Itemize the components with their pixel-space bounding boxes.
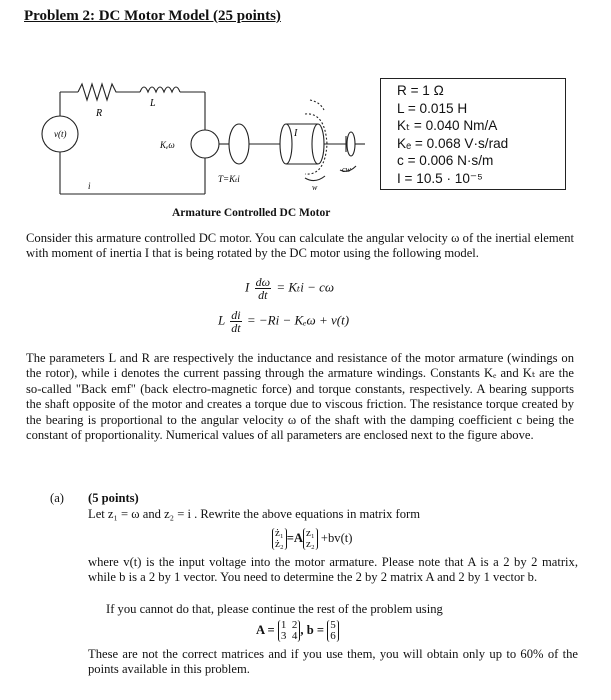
bv-term: +bv(t): [320, 530, 353, 545]
eq2-denominator: dt: [231, 321, 241, 335]
current-label: i: [88, 181, 91, 191]
param-l: L = 0.015 H: [397, 100, 468, 116]
part-a-label: (a): [50, 491, 64, 505]
eq2-right: = −Ri − Kₑω + v(t): [246, 312, 350, 328]
back-emf-label: Kₑω: [160, 140, 175, 150]
inductor-symbol: [140, 87, 180, 92]
z2: z₂: [306, 538, 315, 550]
motor-rotor: [229, 124, 249, 164]
a11: 1: [280, 619, 287, 631]
part-a-points: (5 points): [88, 491, 139, 505]
param-c: c = 0.006 N·s/m: [397, 153, 494, 169]
eq1-right: = Kₜi − cω: [276, 279, 335, 295]
torque-label: T=Kₜi: [218, 174, 240, 184]
source-label: v(t): [54, 129, 67, 139]
where-paragraph: where v(t) is the input voltage into the motor armature. Please note that A is a 2 by 2 matrix, while b is a 2 by 1 vector. You need to determine the 2 by 2 matrix A and 2 by 1 vector b.: [88, 555, 578, 585]
matrix-equation: [272, 528, 352, 550]
figure-caption: Armature Controlled DC Motor: [172, 207, 331, 219]
eq1-numerator: dω: [255, 275, 271, 289]
fallback-matrices: [256, 620, 339, 642]
equation-2: [218, 309, 349, 334]
part-a-instruction: Let z₁ = ω and z₂ = i . Rewrite the above equations in matrix form: [88, 507, 421, 521]
parameter-box: [380, 78, 566, 190]
equation-1: [245, 276, 334, 301]
resistor-symbol: [78, 84, 140, 100]
intro-paragraph: Consider this armature controlled DC motor. You can calculate the angular velocity ω of the inertial element with moment of inertia I that is being rotated by the DC motor using the following model.: [26, 231, 574, 261]
b1: 5: [330, 619, 336, 631]
b-label: b =: [306, 622, 325, 637]
eq1-left: I: [245, 279, 250, 295]
dc-motor-diagram: [20, 74, 380, 206]
equals-a: =A: [286, 530, 303, 545]
param-kt: Kₜ = 0.040 Nm/A: [397, 118, 498, 134]
resistor-label: R: [96, 108, 103, 119]
eq2-numerator: di: [231, 308, 241, 322]
z2-dot: ż₂: [275, 538, 284, 550]
z1-dot: ż₁: [275, 527, 284, 539]
inertia-label: I: [294, 128, 298, 139]
a21: 3: [280, 630, 287, 642]
omega-label: w: [312, 183, 318, 192]
a-label: A =: [256, 622, 275, 637]
b2: 6: [330, 630, 336, 642]
a22: 4: [291, 630, 298, 642]
param-ke: Kₑ = 0.068 V·s/rad: [397, 135, 509, 151]
eq2-left: L: [218, 312, 225, 328]
damper-bearing: [347, 132, 355, 156]
description-paragraph: The parameters L and R are respectively the inductance and resistance of the motor armature (windings on the rotor), while i denotes the current passing through the armature windings. Constants Kₑ and Kₜ are the so-called "Back emf" (back electro-magnetic force) and torque constants, respectively. A bearing supports the shaft opposite of the motor and creates a torque due to viscous friction. The resistance torque created by the bearing is proportional to the angular velocity ω of the shaft with the damping coefficient c being the constant of proportionality. Numerical values of all parameters are enclosed next to the figure above.: [26, 351, 574, 443]
z1: z₁: [306, 527, 315, 539]
param-r: R = 1 Ω: [397, 83, 444, 98]
back-emf-symbol: [191, 130, 219, 158]
param-i: I = 10.5 · 10⁻⁵: [397, 170, 483, 186]
matrix-separator: ,: [300, 622, 304, 637]
eq1-denominator: dt: [258, 288, 268, 302]
inertia-cylinder: [312, 124, 324, 164]
note-paragraph: These are not the correct matrices and if you use them, you will obtain only up to 60% of the points available in this problem.: [88, 647, 578, 677]
a12: 2: [291, 619, 298, 631]
damper-label: cw: [342, 165, 351, 174]
inductor-label: L: [150, 98, 156, 109]
problem-title: Problem 2: DC Motor Model (25 points): [24, 8, 281, 24]
fallback-instruction: If you cannot do that, please continue the rest of the problem using: [106, 602, 443, 616]
